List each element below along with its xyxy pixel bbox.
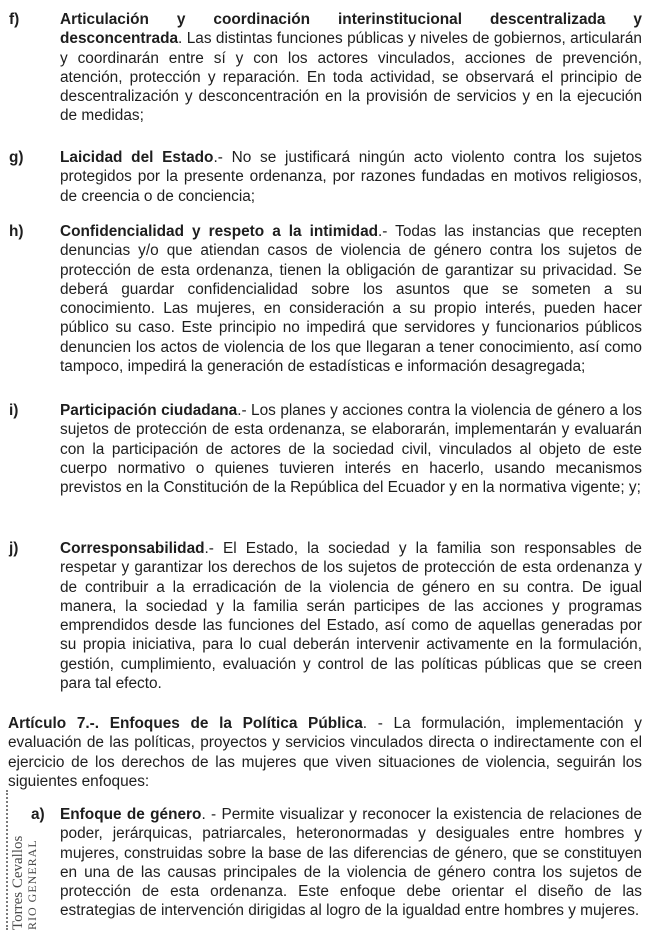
principle-h [8, 222, 642, 376]
principle-g [8, 148, 642, 206]
item-paragraph [60, 539, 642, 693]
item-text: . - Permite visualizar y reconocer la existencia de relaciones de poder, jerárquicas, patriarcales, heteronormadas y desiguales entre hombres y mujeres, construidas sobre la base de las diferencias de género, que se constituyen en una de las causas principales de la violencia de género contra los sujetos de protección de esta ordenanza. Este enfoque debe orientar el diseño de las estrategias de intervención dirigidas al logro de la igualdad entre hombres y mujeres. [60, 806, 642, 920]
item-title: Participación ciudadana [60, 402, 238, 419]
item-letter: g) [9, 149, 24, 166]
item-paragraph [60, 805, 642, 921]
item-title: Corresponsabilidad [60, 540, 205, 557]
stamp-text [10, 836, 39, 930]
item-paragraph [60, 10, 642, 126]
item-text: . Las distintas funciones públicas y niveles de gobiernos, articularán y coordinarán entre sí y con los actores vinculados, acciones de prevención, atención, protección y reparación. En toda actividad, se observará el principio de descentralización y desconcentración en la provisión de servicios y en la ejecución de medidas; [60, 30, 642, 125]
item-letter: h) [9, 223, 24, 240]
item-letter: a) [31, 806, 45, 823]
item-paragraph [60, 222, 642, 376]
item-paragraph [60, 401, 642, 497]
item-letter: i) [9, 402, 19, 419]
article-title: Artículo 7.-. Enfoques de la Política Pública [8, 715, 363, 732]
item-text: .- El Estado, la sociedad y la familia son responsables de respetar y garantizar los derechos de los sujetos de protección de esta ordenanza y de contribuir a la erradicación de la violencia de género en su contra. De igual manera, la sociedad y la familia serán participes de las acciones y programas emprendidos desde las funciones del Estado, así como de aquellas generadas por su propia iniciativa, para lo cual deberán intervenir activamente en la formulación, gestión, cumplimiento, evaluación y control de las políticas públicas que se creen para tal efecto. [60, 540, 642, 693]
item-letter: j) [9, 540, 19, 557]
item-text: .- Los planes y acciones contra la violencia de género a los sujetos de protección de esta ordenanza, se elaborarán, implementarán y evaluarán con la participación de actores de la sociedad civil, vinculados al objeto de este cuerpo normativo o quienes tuvieren interés en hacerlo, usando mecanismos previstos en la Constitución de la República del Ecuador y en la normativa vigente; y; [60, 402, 642, 497]
item-text: .- No se justificará ningún acto violento contra los sujetos protegidos por la presente ordenanza, por razones fundadas en motivos religiosos, de creencia o de conciencia; [60, 149, 642, 205]
item-title: Laicidad del Estado [60, 149, 214, 166]
principle-f [8, 10, 642, 126]
item-title: Articulación y coordinación interinstitucional descentralizada y desconcentrada [60, 11, 642, 48]
official-stamp [4, 780, 39, 940]
item-text: .- Todas las instancias que recepten denuncias y/o que atiendan casos de violencia de género contra los sujetos de protección de esta ordenanza, tienen la obligación de garantizar su privacidad. Se deberá guardar confidencialidad sobre los asuntos que se someten a su conocimiento. Las mujeres, en consideración a su propio interés, pueden hacer público su caso. Este principio no impedirá que servidores y funcionarios públicos denuncien los actos de violencia de los que llegaran a tener conocimiento, así como tampoco, impedirá la generación de estadísticas e información desagregada; [60, 223, 642, 376]
article-text: . - La formulación, implementación y evaluación de las políticas, proyectos y servicios vinculados directa o indirectamente con el ejercicio de los derechos de las mujeres que viven situaciones de violencia, seguirán los siguientes enfoques: [8, 715, 642, 790]
signature-dotted-line [6, 790, 9, 930]
principle-j [8, 539, 642, 693]
item-title: Enfoque de género [60, 806, 202, 823]
stamp-role: RIO GENERAL [25, 839, 39, 930]
item-paragraph [60, 148, 642, 206]
principle-i [8, 401, 642, 497]
item-title: Confidencialidad y respeto a la intimidad [60, 223, 379, 240]
article-7-paragraph [8, 714, 642, 791]
approach-a [30, 805, 642, 921]
stamp-name: Torres Cevallos [10, 835, 26, 930]
item-letter: f) [9, 11, 20, 28]
